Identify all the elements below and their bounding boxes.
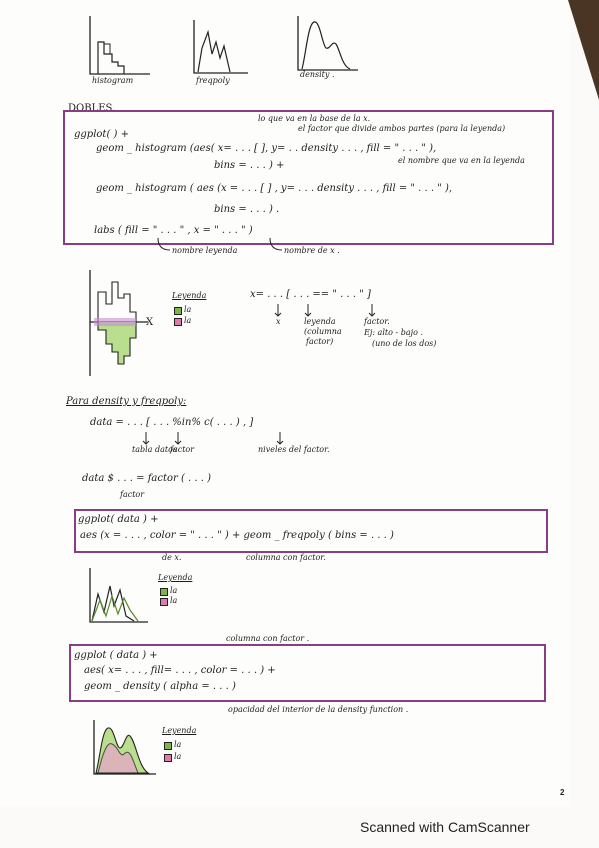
code-line-1: ggplot( ) + [74,129,129,140]
density-section-heading: Para density y freqpoly: [66,396,187,407]
code-line-6: labs ( fill = " . . . " , x = " . . . " ) [94,225,253,236]
scanner-watermark: Scanned with CamScanner [360,819,530,835]
legend1-item-2: la [184,316,192,325]
freqpoly-double-sketch [84,566,154,626]
histogram-label: histogram [92,76,134,85]
code-line-5: bins = . . . ) . [214,204,280,215]
note-legend-name: el nombre que va en la leyenda [398,156,525,165]
box2-note-x: de x. [162,553,182,562]
density-sketch [292,14,362,76]
label-ej: Ej: alto - bajo . [364,328,423,337]
note-niveles: niveles del factor. [258,445,330,454]
legend2-title: Leyenda [158,573,193,582]
histogram-sketch [82,14,152,79]
box2-note-columna: columna con factor. [246,553,326,562]
code-line-3: bins = . . . ) + [214,160,285,171]
legend2-swatch-green [160,588,168,596]
note-factor: factor [170,445,195,454]
box2-line-1: ggplot( data ) + [78,514,159,525]
box3-note-opacidad: opacidad del interior de la density function . [228,705,409,714]
axis-x-label: X [146,317,154,328]
box3-line-2: aes( x= . . . , fill= . . . , color = . . . ) + [84,665,276,676]
legend1-item-1: la [184,305,192,314]
legend3-item-2: la [174,752,182,761]
label-x: x [276,317,281,326]
dobles-heading: DOBLES. [68,103,116,114]
x-expression: x= . . . [ . . . == " . . . " ] [250,289,371,300]
note-factor-divide: el factor que divide ambos partes (para la leyenda) [298,124,506,133]
expr-arrows [270,302,390,318]
legend2-item-2: la [170,596,178,605]
box3-note-columna: columna con factor . [226,634,310,643]
density-label: density . [300,70,335,79]
box3-line-3: geom _ density ( alpha = . . . ) [84,681,236,692]
legend1-swatch-pink [174,318,182,326]
legend3-swatch-pink [164,754,172,762]
legend3-swatch-green [164,742,172,750]
label-factor-col: factor) [306,337,334,346]
note-factor-2: factor [120,490,145,499]
freqpoly-label: freqpoly [196,76,230,85]
legend1-swatch-green [174,307,182,315]
legend3-title: Leyenda [162,726,197,735]
data-line: data = . . . [ . . . %in% c( . . . ) , ] [90,417,254,428]
legend2-swatch-pink [160,598,168,606]
code-line-2: geom _ histogram (aes( x= . . . [ ], y= . . density . . . , fill = " . . . " ), [96,143,437,154]
note-x-base: lo que va en la base de la x. [258,114,371,123]
note-tabla-datos: tabla datos [132,445,178,454]
label-factor: factor. [364,317,390,326]
label-uno: (uno de los dos) [372,339,437,348]
legend3-item-1: la [174,740,182,749]
data-dollar-line: data $ . . . = factor ( . . . ) [82,473,212,484]
note-nombre-x: nombre de x . [284,246,340,255]
density-double-sketch [88,718,160,778]
label-leyenda: leyenda [304,317,336,326]
code-line-4: geom _ histogram ( aes (x = . . . [ ] , y= . . . density . . . , fill = " . . . " ), [96,183,453,194]
box3-line-1: ggplot ( data ) + [74,650,158,661]
page-corner-shadow [568,0,599,100]
legend1-title: Leyenda [172,291,207,300]
data-arrows [140,430,290,446]
note-nombre-leyenda: nombre leyenda [172,246,238,255]
legend2-item-1: la [170,586,178,595]
double-histogram-sketch [84,268,154,378]
label-columna: (columna [304,327,342,336]
box2-line-2: aes (x = . . . , color = " . . . " ) + geom _ freqpoly ( bins = . . . ) [80,530,394,541]
freqpoly-sketch [188,18,250,78]
page-number: 2 [560,788,565,797]
